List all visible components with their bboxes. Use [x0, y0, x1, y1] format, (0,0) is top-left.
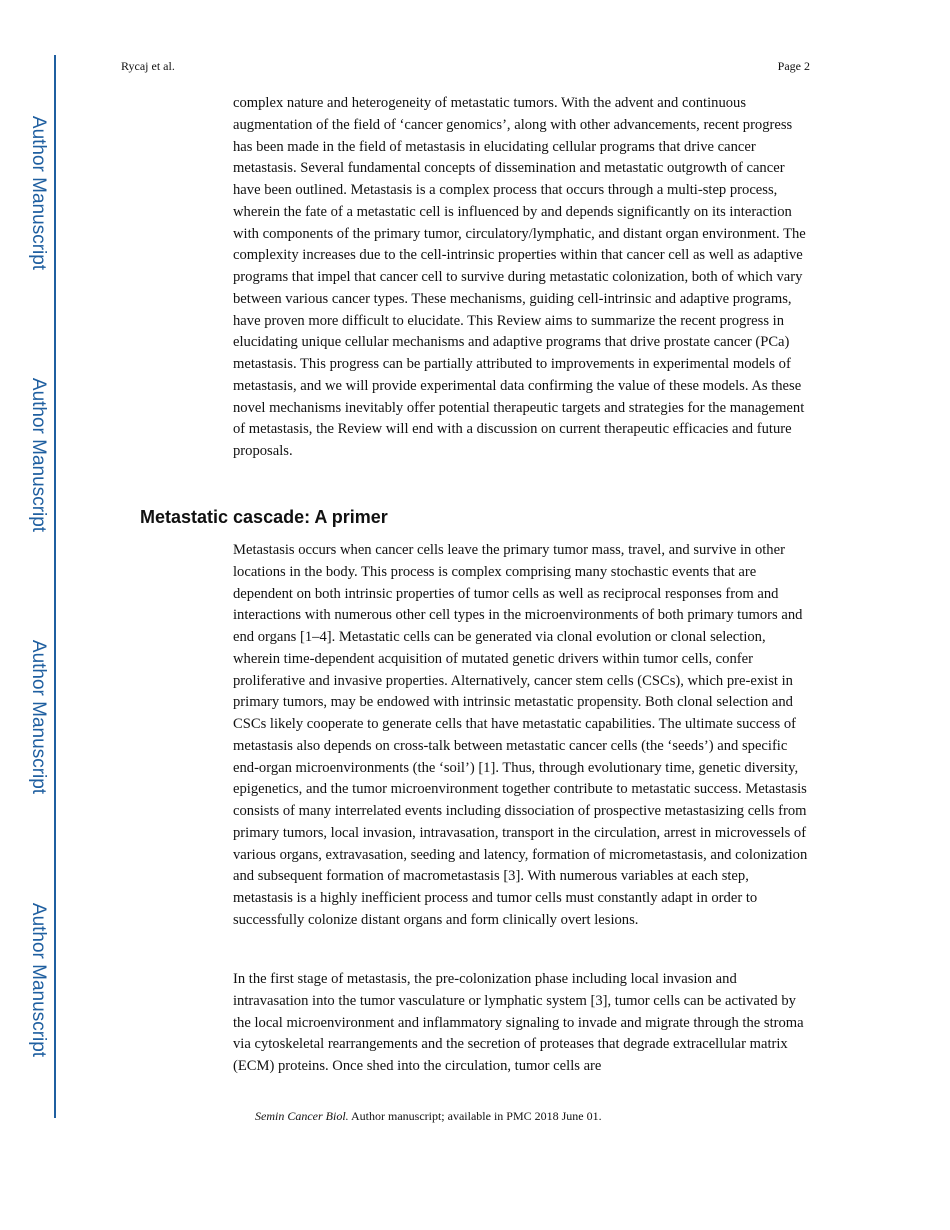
section-heading: Metastatic cascade: A primer: [140, 507, 388, 527]
journal-name: Semin Cancer Biol.: [255, 1109, 349, 1123]
body-paragraph-1: Metastasis occurs when cancer cells leave the primary tumor mass, travel, and survive in other locations in the body. This process is complex comprising many stochastic events that are dependent on both intrinsic properties of tumor cells as well as reciprocal responses from and interactions with numerous other cell types in the microenvironments of both primary tumors and end organs [1–4]. Metastatic cells can be generated via clonal evolution or clonal selection, wherein time-dependent acquisition of mutated genetic drivers within tumor cells, confer proliferative and invasive properties. Alternatively, cancer stem cells (CSCs), which pre-exist in primary tumors, may be endowed with intrinsic metastatic propensity. Both clonal selection and CSCs likely cooperate to generate cells that have metastatic capabilities. The ultimate success of metastasis also depends on cross-talk between metastatic cancer cells (the ‘seeds’) and specific end-organ microenvironments (the ‘soil’) [1]. Thus, through evolutionary time, genetic diversity, epigenetics, and the tumor microenvironment together contribute to metastatic success. Metastasis consists of many interrelated events including dissociation of prospective metastasizing cells from primary tumors, local invasion, intravasation, transport in the circulation, arrest in microvessels of various organs, extravasation, seeding and latency, formation of micrometastasis, and colonization and subsequent formation of macrometastasis [3]. With numerous variables at each step, metastasis is a highly inefficient process and tumor cells must constantly adapt in order to successfully colonize distant organs and form clinically overt lesions.: [233, 542, 808, 928]
footer-note: Author manuscript; available in PMC 2018 June 01.: [348, 1109, 602, 1123]
intro-paragraph: complex nature and heterogeneity of metastatic tumors. With the advent and continuous augmentation of the field of ‘cancer genomics’, along with other advancements, recent progress has been made in the field of metastasis in elucidating cellular programs that drive cancer metastasis. Several fundamental concepts of dissemination and metastatic outgrowth of cancer have been outlined. Metastasis is a complex process that occurs through a multi-step process, wherein the fate of a metastatic cell is influenced by and depends significantly on its interaction with components of the primary tumor, circulatory/lymphatic, and distant organ environment. The complexity increases due to the cell-intrinsic properties within that cancer cell as well as adaptive programs that impel that cancer cell to survive during metastatic colonization, both of which vary between various cancer types. These mechanisms, guiding cell-intrinsic and adaptive programs, have proven more difficult to elucidate. This Review aims to summarize the recent progress in elucidating unique cellular mechanisms and adaptive programs that drive prostate cancer (PCa) metastasis. This progress can be partially attributed to improvements in experimental models of metastasis, and we will provide experimental data confirming the value of these models. As these novel mechanisms inevitably offer potential therapeutic targets and strategies for the management of metastasis, the Review will end with a discussion on current therapeutic efficacies and future proposals.: [233, 95, 806, 459]
sidebar-rule: [54, 55, 56, 1118]
body-paragraph-2: In the first stage of metastasis, the pre-colonization phase including local invasion and intravasation into the tumor vasculature or lymphatic system [3], tumor cells can be activated by the local microenvironment and inflammatory signaling to invade and migrate through the stroma via cytoskeletal rearrangements and the secretion of proteases that degrade extracellular matrix (ECM) proteins. Once shed into the circulation, tumor cells are: [233, 971, 804, 1074]
footer-citation: [255, 1109, 602, 1124]
running-header-author: Rycaj et al.: [121, 59, 175, 73]
page-number: Page 2: [777, 59, 810, 73]
